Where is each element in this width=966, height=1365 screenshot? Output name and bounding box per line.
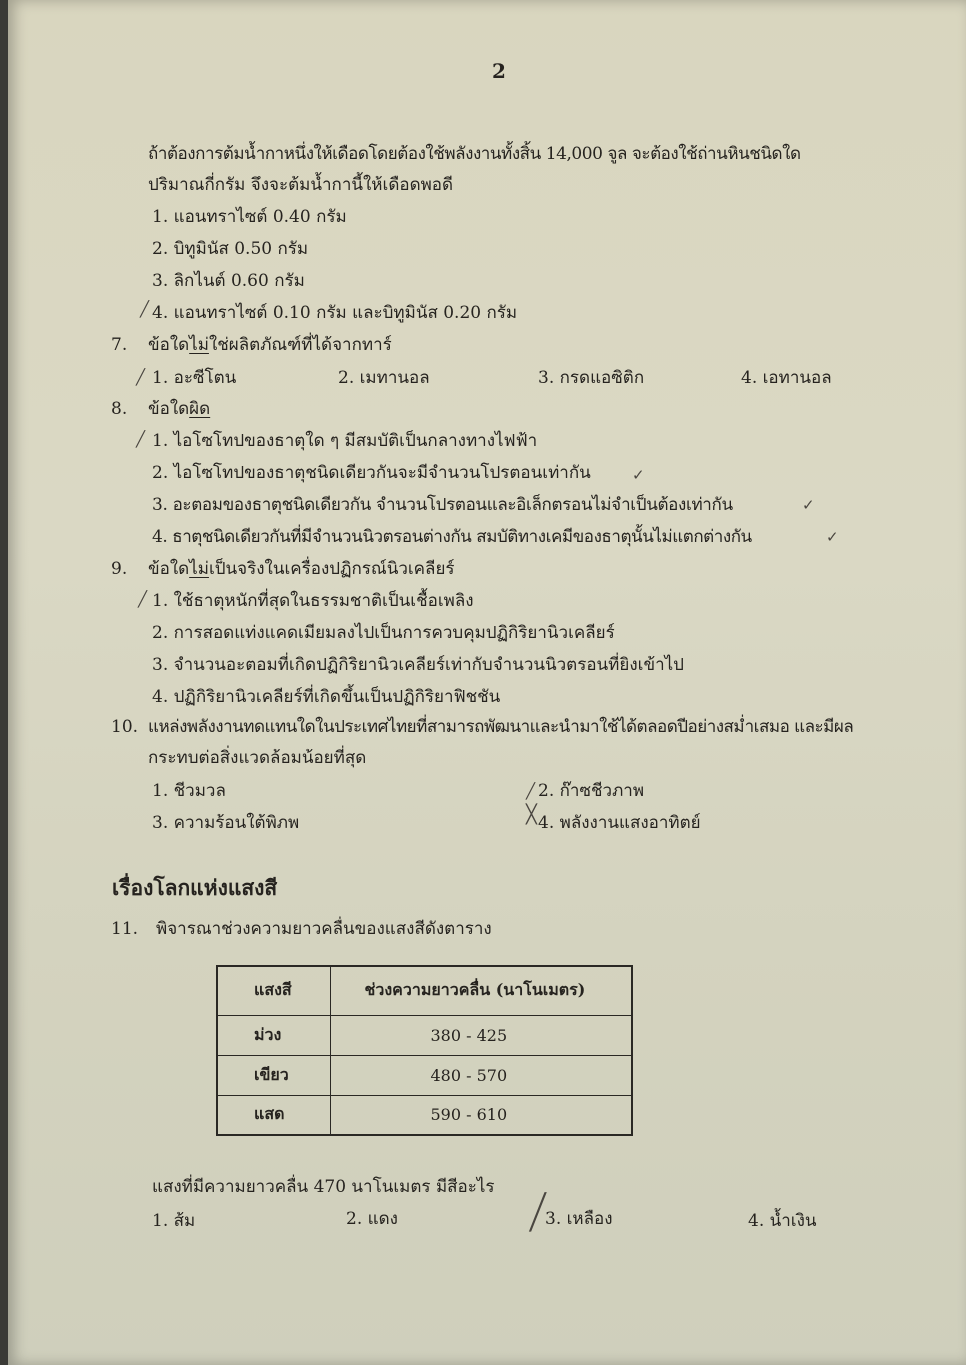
pen-tick-mark: ╱ bbox=[138, 590, 148, 608]
table-row bbox=[217, 1095, 632, 1135]
pen-tick-mark: ╱ bbox=[136, 368, 146, 386]
q11-option-3: 3. เหลือง bbox=[545, 1209, 613, 1229]
q9-option-4: 4. ปฏิกิริยานิวเคลียร์ที่เกิดขึ้นเป็นปฏิกิริยาฟิชชัน bbox=[152, 687, 501, 707]
q11-number: 11. bbox=[111, 919, 139, 939]
q9-option-1: 1. ใช้ธาตุหนักที่สุดในธรรมชาติเป็นเชื้อเพลิง bbox=[152, 591, 474, 611]
pen-cross-mark: ╳ bbox=[526, 804, 537, 825]
q11-option-1: 1. ส้ม bbox=[152, 1211, 196, 1231]
pen-check-mark: ✓ bbox=[802, 496, 815, 514]
q6-option-1: 1. แอนทราไซต์ 0.40 กรัม bbox=[152, 207, 347, 227]
q8-number: 8. bbox=[111, 399, 128, 419]
q9-stem: ข้อใดไม่เป็นจริงในเครื่องปฏิกรณ์นิวเคลียร์ bbox=[148, 559, 455, 579]
q10-stem-line2: กระทบต่อสิ่งแวดล้อมน้อยที่สุด bbox=[148, 748, 367, 768]
q8-option-2: 2. ไอโซโทปของธาตุชนิดเดียวกันจะมีจำนวนโปรตอนเท่ากัน bbox=[152, 463, 591, 483]
q8-option-3: 3. อะตอมของธาตุชนิดเดียวกัน จำนวนโปรตอนและอิเล็กตรอนไม่จำเป็นต้องเท่ากัน bbox=[152, 495, 733, 515]
table-cell-color: แสด bbox=[217, 1095, 330, 1135]
table-cell-wavelength: 590 - 610 bbox=[330, 1095, 632, 1135]
q6-option-4: 4. แอนทราไซต์ 0.10 กรัม และบิทูมินัส 0.20 กรัม bbox=[152, 303, 518, 323]
pen-check-mark: ✓ bbox=[632, 466, 645, 484]
q7-option-3: 3. กรดแอซิติก bbox=[538, 368, 645, 388]
q7-option-1: 1. อะซีโตน bbox=[152, 368, 237, 388]
q7-number: 7. bbox=[111, 335, 128, 355]
table-header-wavelength: ช่วงความยาวคลื่น (นาโนเมตร) bbox=[330, 966, 632, 1015]
q11-question: แสงที่มีความยาวคลื่น 470 นาโนเมตร มีสีอะไร bbox=[152, 1177, 495, 1197]
table-cell-color: เขียว bbox=[217, 1055, 330, 1095]
page-number: 2 bbox=[492, 59, 506, 83]
table-cell-wavelength: 480 - 570 bbox=[330, 1055, 632, 1095]
q11-option-4: 4. น้ำเงิน bbox=[748, 1211, 817, 1231]
q9-number: 9. bbox=[111, 559, 128, 579]
table-row bbox=[217, 1055, 632, 1095]
wavelength-table bbox=[216, 965, 633, 1136]
q10-option-2: 2. ก๊าซชีวภาพ bbox=[538, 781, 645, 801]
q7-option-2: 2. เมทานอล bbox=[338, 368, 430, 388]
q7-stem: ข้อใดไม่ใช่ผลิตภัณฑ์ที่ได้จากทาร์ bbox=[148, 335, 392, 355]
q10-stem-line1: แหล่งพลังงานทดแทนใดในประเทศไทยที่สามารถพัฒนาและนำมาใช้ได้ตลอดปีอย่างสม่ำเสมอ และมีผล bbox=[148, 717, 854, 737]
table-row bbox=[217, 1015, 632, 1055]
table-header-color: แสงสี bbox=[217, 966, 330, 1015]
q7-option-4: 4. เอทานอล bbox=[741, 368, 832, 388]
q6-option-3: 3. ลิกไนต์ 0.60 กรัม bbox=[152, 271, 305, 291]
q9-emphasis: ไม่ bbox=[189, 559, 209, 579]
q10-option-4: 4. พลังงานแสงอาทิตย์ bbox=[538, 813, 701, 833]
q11-stem: พิจารณาช่วงความยาวคลื่นของแสงสีดังตาราง bbox=[156, 919, 492, 939]
q6-option-2: 2. บิทูมินัส 0.50 กรัม bbox=[152, 239, 309, 259]
table-cell-color: ม่วง bbox=[217, 1015, 330, 1055]
q8-option-4: 4. ธาตุชนิดเดียวกันที่มีจำนวนนิวตรอนต่างกัน สมบัติทางเคมีของธาตุนั้นไม่แตกต่างกัน bbox=[152, 527, 752, 547]
q7-emphasis: ไม่ bbox=[189, 335, 209, 355]
q9-option-2: 2. การสอดแท่งแคดเมียมลงไปเป็นการควบคุมปฏิกิริยานิวเคลียร์ bbox=[152, 623, 615, 643]
exam-page bbox=[8, 0, 966, 1365]
pen-tick-mark: ╱ bbox=[140, 300, 150, 318]
q10-option-3: 3. ความร้อนใต้พิภพ bbox=[152, 813, 300, 833]
q6-stem-line2: ปริมาณกี่กรัม จึงจะต้มน้ำกานี้ให้เดือดพอดี bbox=[148, 175, 454, 195]
q9-option-3: 3. จำนวนอะตอมที่เกิดปฏิกิริยานิวเคลียร์เท่ากับจำนวนนิวตรอนที่ยิงเข้าไป bbox=[152, 655, 684, 675]
q10-option-1: 1. ชีวมวล bbox=[152, 781, 226, 801]
q8-emphasis: ผิด bbox=[189, 399, 211, 419]
q10-number: 10. bbox=[111, 717, 139, 737]
pen-check-mark: ✓ bbox=[826, 528, 839, 546]
pen-tick-mark: ╱ bbox=[526, 782, 536, 800]
section-heading: เรื่องโลกแห่งแสงสี bbox=[112, 875, 278, 900]
table-cell-wavelength: 380 - 425 bbox=[330, 1015, 632, 1055]
table-header-row bbox=[217, 966, 632, 1015]
pen-tick-mark: ╱ bbox=[530, 1193, 546, 1233]
q8-stem: ข้อใดผิด bbox=[148, 399, 211, 419]
q11-option-2: 2. แดง bbox=[346, 1209, 398, 1229]
q8-option-1: 1. ไอโซโทปของธาตุใด ๆ มีสมบัติเป็นกลางทางไฟฟ้า bbox=[152, 431, 538, 451]
pen-tick-mark: ╱ bbox=[136, 430, 146, 448]
q6-stem-line1: ถ้าต้องการต้มน้ำกาหนึ่งให้เดือดโดยต้องใช้พลังงานทั้งสิ้น 14,000 จูล จะต้องใช้ถ่านหินชนิดใด bbox=[148, 144, 801, 164]
